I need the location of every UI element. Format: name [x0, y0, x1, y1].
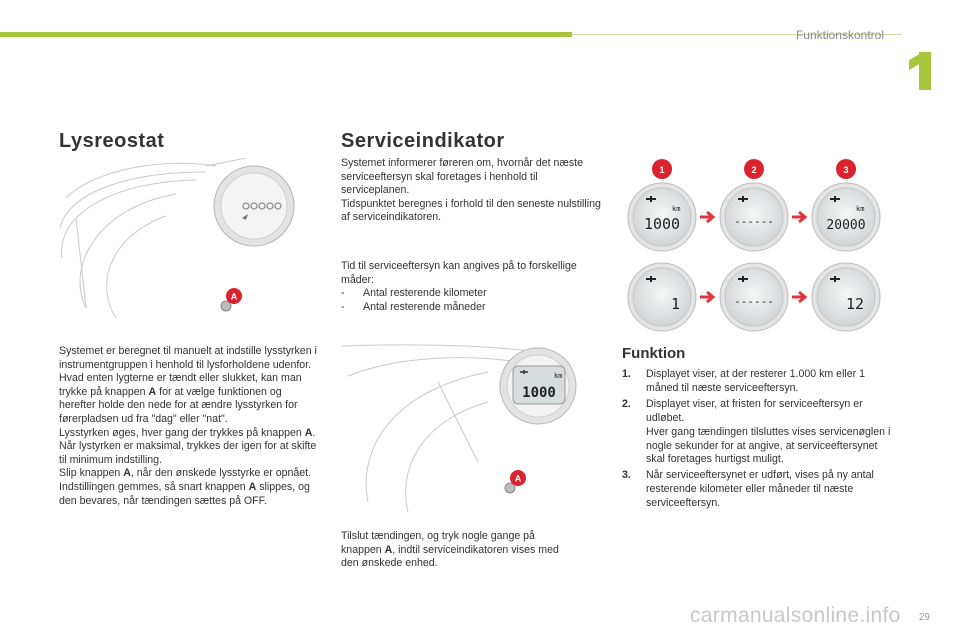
service-display-unit: km [554, 372, 563, 380]
funktion-title: Funktion [622, 345, 686, 362]
lysreostat-title: Lysreostat [59, 130, 165, 152]
service-ways-list [341, 287, 603, 314]
serviceindikator-title: Serviceindikator [341, 130, 505, 152]
svg-text:20000: 20000 [826, 218, 866, 233]
svg-text:12: 12 [845, 295, 864, 313]
lysreostat-p1: Systemet er beregnet til manuelt at indstille lysstyrken i instrumentgruppen i henhold til lysforholdene udenfor. [59, 345, 317, 371]
step-badge-3 [836, 159, 856, 179]
service-way-km: - Antal resterende kilometer [341, 287, 487, 300]
service-dashboard-illustration [338, 342, 608, 512]
svg-text:1: 1 [670, 295, 680, 313]
service-ways-intro: Tid til serviceeftersyn kan angives på to forskellige måder: [341, 260, 577, 286]
svg-text:------: ------ [734, 215, 774, 228]
km-display-3 [812, 183, 880, 251]
lysreostat-body [59, 345, 321, 508]
service-way-months: - Antal resterende måneder [341, 300, 486, 313]
service-button-a[interactable] [505, 470, 526, 493]
funktion-list [622, 368, 892, 513]
display-sequence-diagram [620, 153, 890, 333]
lysreostat-p6: Indstillingen gemmes, så snart knappen A slippes, og den bevares, når tændingen sættes på OFF. [59, 480, 310, 507]
service-display-value: 1000 [522, 385, 556, 401]
step-badge-1 [652, 159, 672, 179]
lysreostat-p5: Slip knappen A, når den ønskede lysstyrke er opnået. [59, 467, 312, 480]
service-ways [341, 260, 603, 314]
header-accent-bar [0, 32, 572, 37]
svg-text:3: 3 [843, 165, 849, 175]
service-intro-p1: Systemet informerer føreren om, hvornår det næste serviceeftersyn skal foretages i henhold til serviceplanen. [341, 157, 583, 197]
chapter-number [905, 50, 931, 90]
month-display-1 [628, 263, 696, 331]
svg-text:km: km [856, 205, 865, 213]
watermark-url: carmanualsonline.info [690, 604, 901, 627]
service-button-a-label: A [514, 473, 522, 484]
month-display-2 [720, 263, 788, 331]
arrow-icon [792, 212, 805, 222]
chapter-number-text [905, 50, 906, 51]
svg-text:2: 2 [751, 165, 757, 175]
lysreostat-p2: Hvad enten lygterne er tændt eller slukket, kan man trykke på knappen A for at vælge funktionen og herefter holde den nede for at ændre lysstyrken for førerpladsen ud fra "dag" eller "nat". [59, 372, 302, 425]
brightness-button-a-label: A [230, 291, 238, 302]
month-display-3 [812, 263, 880, 331]
chapter-number-stem [919, 52, 931, 90]
km-display-1 [628, 183, 696, 251]
arrow-icon [700, 292, 713, 302]
section-label: Funktionskontrol [795, 28, 884, 42]
svg-text:------: ------ [734, 295, 774, 308]
step-badge-2 [744, 159, 764, 179]
funktion-item-3: 3. Når serviceeftersynet er udført, vises på ny antal resterende kilometer eller måneder til næste serviceeftersyn. [622, 469, 874, 510]
service-reset-text: Tilslut tændingen, og tryk nogle gange på knappen A, indtil serviceindikatoren vises med den ønskede enhed. [341, 530, 559, 570]
svg-text:1: 1 [659, 165, 665, 175]
lysreostat-illustration [56, 158, 316, 318]
km-display-2 [720, 183, 788, 251]
brightness-button-a[interactable] [221, 288, 242, 311]
svg-text:1000: 1000 [643, 215, 681, 233]
lysreostat-p4: Når lystyrken er maksimal, trykkes der igen for at skifte til minimum indstilling. [59, 440, 317, 466]
service-intro-p2: Tidspunktet beregnes i forhold til den seneste nulstilling af serviceindikatoren. [341, 197, 601, 224]
arrow-icon [792, 292, 805, 302]
lysreostat-p3: Lysstyrken øges, hver gang der trykkes på knappen A. [59, 426, 316, 439]
funktion-item-2: 2. Displayet viser, at fristen for serviceeftersyn er udløbet. Hver gang tændingen tilsluttes vises servicenøglen i nogle sekunder for at angive, at serviceeftersynet skal foretages hurtigst muligt. [622, 397, 891, 466]
arrow-icon [700, 212, 713, 222]
page-number: 29 [918, 612, 930, 623]
svg-text:km: km [672, 205, 681, 213]
serviceindikator-intro [341, 157, 603, 225]
funktion-item-1: 1. Displayet viser, at der resterer 1.000 km eller 1 måned til næste serviceeftersyn. [622, 368, 866, 394]
